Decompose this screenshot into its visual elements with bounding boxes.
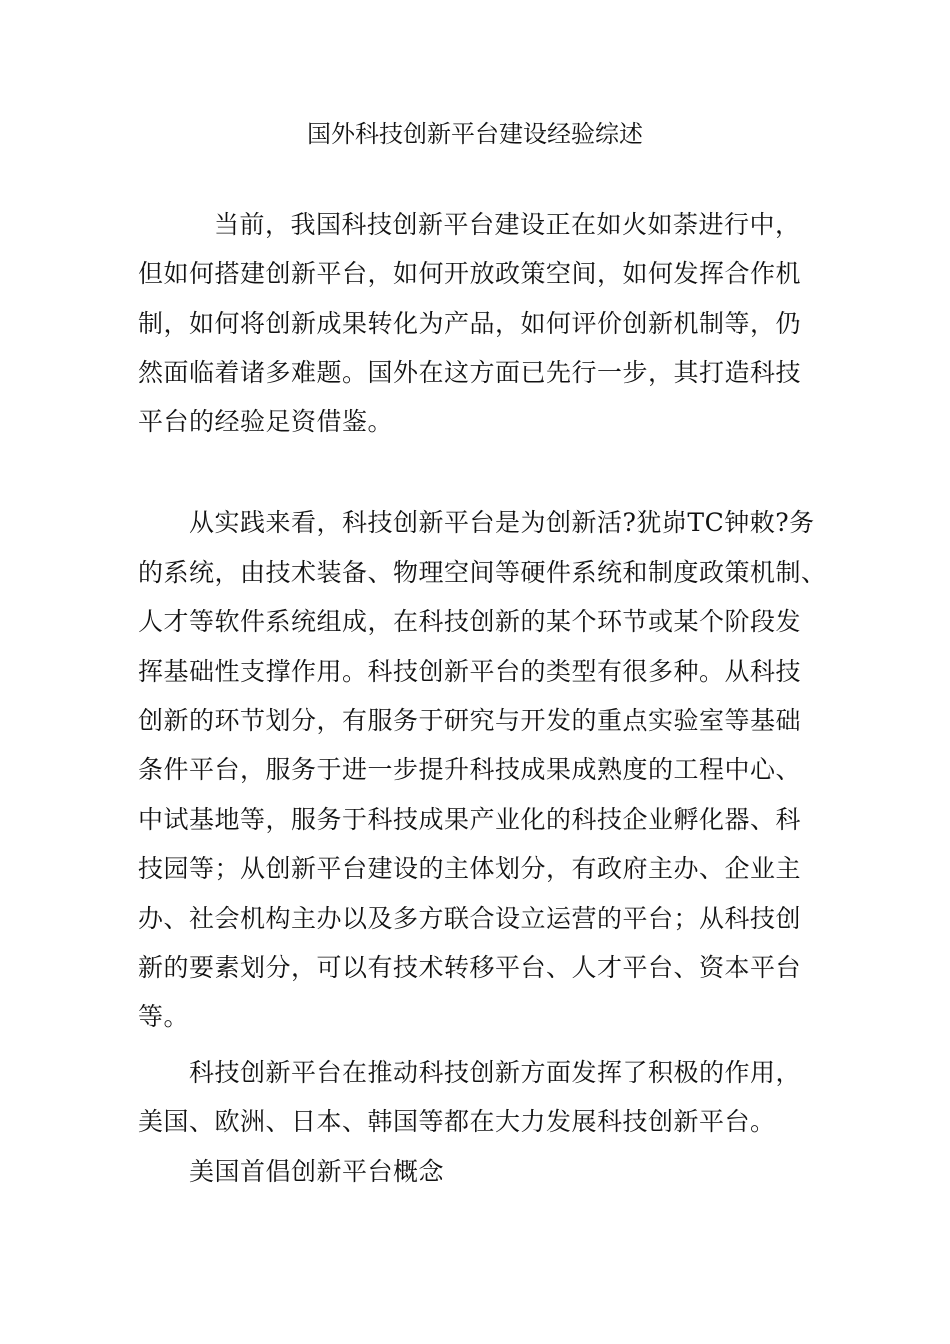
paragraph-1-line-1: 当前，我国科技创新平台建设正在如火如荼进行中， bbox=[214, 210, 801, 239]
paragraph-2-line-10: 新的要素划分，可以有技术转移平台、人才平台、资本平台 bbox=[138, 953, 802, 982]
paragraph-2-line-5: 创新的环节划分，有服务于研究与开发的重点实验室等基础 bbox=[138, 706, 802, 735]
document-title: 国外科技创新平台建设经验综述 bbox=[307, 120, 643, 148]
section-heading: 美国首倡创新平台概念 bbox=[189, 1157, 445, 1186]
paragraph-1-line-2: 但如何搭建创新平台，如何开放政策空间，如何发挥合作机 bbox=[138, 259, 802, 288]
paragraph-2-line-6: 条件平台，服务于进一步提升科技成果成熟度的工程中心、 bbox=[138, 755, 802, 784]
paragraph-2-line-8: 技园等；从创新平台建设的主体划分，有政府主办、企业主 bbox=[138, 854, 802, 883]
paragraph-1-line-4: 然面临着诸多难题。国外在这方面已先行一步，其打造科技 bbox=[138, 358, 802, 387]
paragraph-1-line-5: 平台的经验足资借鉴。 bbox=[138, 407, 394, 436]
paragraph-2-line-3: 人才等软件系统组成，在科技创新的某个环节或某个阶段发 bbox=[138, 607, 802, 636]
paragraph-3-line-1: 科技创新平台在推动科技创新方面发挥了积极的作用， bbox=[189, 1058, 802, 1087]
paragraph-2-line-4: 挥基础性支撑作用。科技创新平台的类型有很多种。从科技 bbox=[138, 657, 802, 686]
paragraph-2-line-1: 从实践来看，科技创新平台是为创新活?犹峁TC钟敕?务 bbox=[189, 508, 815, 537]
paragraph-2-line-2: 的系统，由技术装备、物理空间等硬件系统和制度政策机制、 bbox=[138, 558, 827, 587]
paragraph-3-line-2: 美国、欧洲、日本、韩国等都在大力发展科技创新平台。 bbox=[138, 1107, 776, 1136]
paragraph-1-line-3: 制，如何将创新成果转化为产品，如何评价创新机制等，仍 bbox=[138, 309, 802, 338]
paragraph-2-line-9: 办、社会机构主办以及多方联合设立运营的平台；从科技创 bbox=[138, 904, 802, 933]
paragraph-2-line-7: 中试基地等，服务于科技成果产业化的科技企业孵化器、科 bbox=[138, 805, 802, 834]
paragraph-2-line-11: 等。 bbox=[138, 1002, 190, 1031]
